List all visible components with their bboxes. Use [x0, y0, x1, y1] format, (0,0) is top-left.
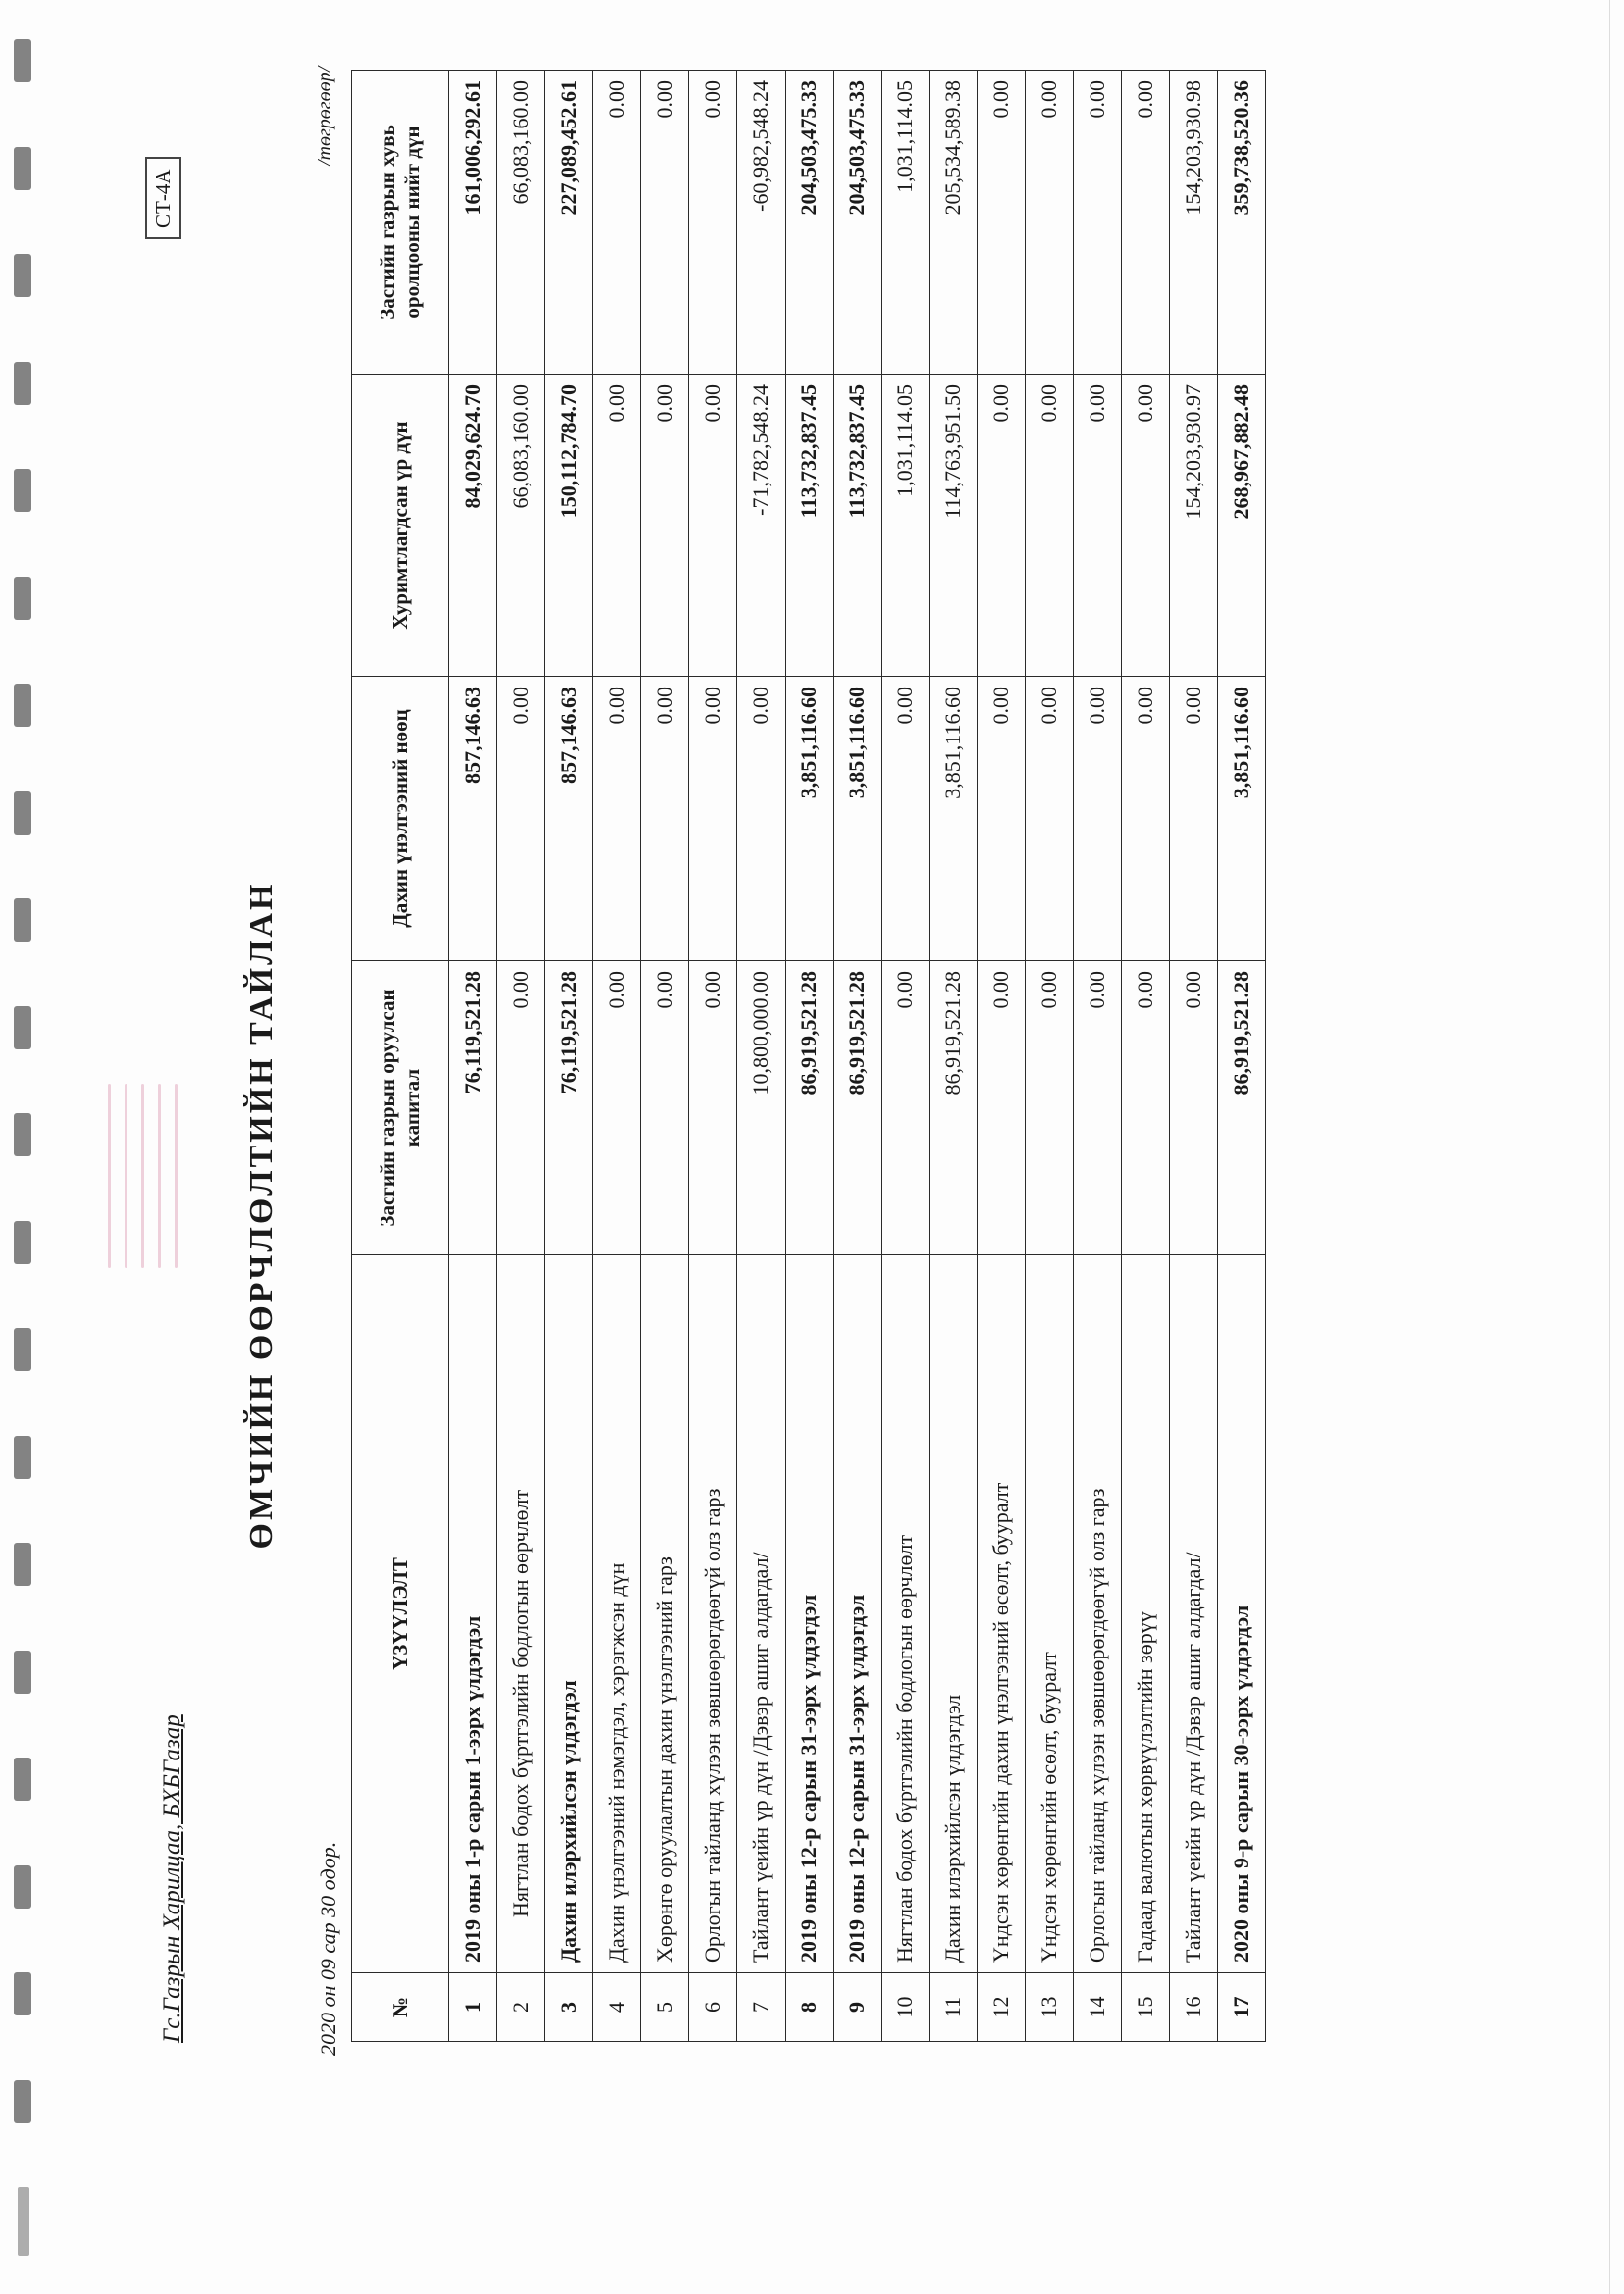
form-code: СТ-4А: [145, 158, 181, 240]
accumulated-result-value: 1,031,114.05: [882, 375, 930, 677]
row-label: Тайлант үеийн үр дүн /Дэвэр ашиг алдагдал/: [737, 1255, 786, 1973]
revaluation-reserve-value: 3,851,116.60: [834, 677, 882, 961]
row-number: 14: [1074, 1973, 1122, 2042]
accumulated-result-value: 268,967,882.48: [1218, 375, 1266, 677]
gov-capital-value: 0.00: [1074, 961, 1122, 1255]
total-value: 205,534,589.38: [930, 71, 978, 375]
row-number: 17: [1218, 1973, 1266, 2042]
row-number: 6: [689, 1973, 737, 2042]
total-value: 0.00: [1074, 71, 1122, 375]
header-revaluation-reserve: Дахин үнэлгээний нөөц: [352, 677, 449, 961]
table-row: [593, 71, 641, 2042]
row-label: Орлогын тайланд хүлээн зөвшөөрөгдөөгүй олз гарз: [689, 1255, 737, 1973]
accumulated-result-value: 0.00: [1026, 375, 1074, 677]
row-label: Үндсэн хөрөнгийн дахин үнэлгээний өсөлт, бууралт: [978, 1255, 1026, 1973]
total-value: 154,203,930.98: [1170, 71, 1218, 375]
row-label: 2019 оны 12-р сарын 31-ээрх үлдэгдэл: [786, 1255, 834, 1973]
revaluation-reserve-value: 3,851,116.60: [786, 677, 834, 961]
table-row: [641, 71, 689, 2042]
revaluation-reserve-value: 0.00: [1122, 677, 1170, 961]
header-no: №: [352, 1973, 449, 2042]
accumulated-result-value: 66,083,160.00: [497, 375, 545, 677]
table-row: [978, 71, 1026, 2042]
gov-capital-value: 0.00: [978, 961, 1026, 1255]
table-row: [1170, 71, 1218, 2042]
equity-changes-table: [351, 70, 1266, 2042]
row-number: 11: [930, 1973, 978, 2042]
total-value: 66,083,160.00: [497, 71, 545, 375]
table-row: [882, 71, 930, 2042]
revaluation-reserve-value: 0.00: [1026, 677, 1074, 961]
revaluation-reserve-value: 0.00: [641, 677, 689, 961]
accumulated-result-value: 0.00: [593, 375, 641, 677]
row-number: 8: [786, 1973, 834, 2042]
accumulated-result-value: 0.00: [1122, 375, 1170, 677]
gov-capital-value: 0.00: [1122, 961, 1170, 1255]
accumulated-result-value: 0.00: [689, 375, 737, 677]
revaluation-reserve-value: 0.00: [497, 677, 545, 961]
row-label: Дахин илэрхийлсэн үлдэгдэл: [545, 1255, 593, 1973]
table-row: [449, 71, 497, 2042]
row-label: Дахин илэрхийлсэн үлдэгдэл: [930, 1255, 978, 1973]
gov-capital-value: 86,919,521.28: [834, 961, 882, 1255]
report-date: 2020 он 09 сар 30 өдөр.: [316, 1841, 340, 2056]
row-label: Дахин үнэлгээний нэмэгдэл, хэрэгжсэн дүн: [593, 1255, 641, 1973]
revaluation-reserve-value: 0.00: [737, 677, 786, 961]
table-row: [689, 71, 737, 2042]
row-label: Нягтлан бодох бүртгэлийн бодлогын өөрчлөлт: [497, 1255, 545, 1973]
revaluation-reserve-value: 0.00: [1074, 677, 1122, 961]
gov-capital-value: 0.00: [1026, 961, 1074, 1255]
revaluation-reserve-value: 0.00: [882, 677, 930, 961]
row-number: 12: [978, 1973, 1026, 2042]
accumulated-result-value: 150,112,784.70: [545, 375, 593, 677]
total-value: 0.00: [978, 71, 1026, 375]
table-body: [449, 71, 1266, 2042]
accumulated-result-value: 113,732,837.45: [834, 375, 882, 677]
table-row: [737, 71, 786, 2042]
faded-stamp: [94, 1078, 261, 1274]
revaluation-reserve-value: 3,851,116.60: [930, 677, 978, 961]
page-title: ӨМЧИЙН ӨӨРЧЛӨЛТИЙН ТАЙЛАН: [243, 881, 279, 1550]
row-number: 13: [1026, 1973, 1074, 2042]
header-indicator: ҮЗҮҮЛЭЛТ: [352, 1255, 449, 1973]
total-value: 0.00: [1026, 71, 1074, 375]
accumulated-result-value: -71,782,548.24: [737, 375, 786, 677]
revaluation-reserve-value: 0.00: [689, 677, 737, 961]
total-value: 227,089,452.61: [545, 71, 593, 375]
accumulated-result-value: 154,203,930.97: [1170, 375, 1218, 677]
total-value: 161,006,292.61: [449, 71, 497, 375]
table-row: [545, 71, 593, 2042]
revaluation-reserve-value: 857,146.63: [449, 677, 497, 961]
row-number: 9: [834, 1973, 882, 2042]
gov-capital-value: 86,919,521.28: [930, 961, 978, 1255]
table-header-row: [352, 71, 449, 2042]
total-value: 0.00: [689, 71, 737, 375]
row-number: 15: [1122, 1973, 1170, 2042]
total-value: 204,503,475.33: [834, 71, 882, 375]
total-value: 1,031,114.05: [882, 71, 930, 375]
gov-capital-value: 0.00: [689, 961, 737, 1255]
header-accumulated-result: Хуримтлагдсан үр дүн: [352, 375, 449, 677]
accumulated-result-value: 0.00: [641, 375, 689, 677]
row-number: 5: [641, 1973, 689, 2042]
row-label: Орлогын тайланд хүлээн зөвшөөрөгдөөгүй олз гарз: [1074, 1255, 1122, 1973]
row-number: 2: [497, 1973, 545, 2042]
row-label: Гадаад валютын хөрвүүлэлтийн зөрүү: [1122, 1255, 1170, 1973]
table-row: [786, 71, 834, 2042]
gov-capital-value: 0.00: [882, 961, 930, 1255]
table-row: [930, 71, 978, 2042]
gov-capital-value: 0.00: [593, 961, 641, 1255]
row-label: 2020 оны 9-р сарын 30-ээрх үлдэгдэл: [1218, 1255, 1266, 1973]
header-total: Засгийн газрын хувь оролцооны нийт дүн: [352, 71, 449, 375]
row-number: 7: [737, 1973, 786, 2042]
row-number: 3: [545, 1973, 593, 2042]
revaluation-reserve-value: 857,146.63: [545, 677, 593, 961]
row-number: 16: [1170, 1973, 1218, 2042]
total-value: 359,738,520.36: [1218, 71, 1266, 375]
gov-capital-value: 76,119,521.28: [545, 961, 593, 1255]
revaluation-reserve-value: 0.00: [593, 677, 641, 961]
currency-unit: /төгрөгөөр/: [314, 66, 335, 166]
row-number: 4: [593, 1973, 641, 2042]
table-row: [834, 71, 882, 2042]
row-label: Хөрөнгө оруулалтын дахин үнэлгээний гарз: [641, 1255, 689, 1973]
row-number: 1: [449, 1973, 497, 2042]
total-value: 0.00: [1122, 71, 1170, 375]
revaluation-reserve-value: 0.00: [1170, 677, 1218, 961]
row-label: Тайлант үеийн үр дүн /Дэвэр ашиг алдагдал/: [1170, 1255, 1218, 1973]
gov-capital-value: 76,119,521.28: [449, 961, 497, 1255]
revaluation-reserve-value: 3,851,116.60: [1218, 677, 1266, 961]
table-row: [1218, 71, 1266, 2042]
accumulated-result-value: 0.00: [978, 375, 1026, 677]
table-row: [497, 71, 545, 2042]
header-gov-capital: Засгийн газрын оруулсан капитал: [352, 961, 449, 1255]
gov-capital-value: 10,800,000.00: [737, 961, 786, 1255]
total-value: 204,503,475.33: [786, 71, 834, 375]
gov-capital-value: 86,919,521.28: [786, 961, 834, 1255]
gov-capital-value: 0.00: [497, 961, 545, 1255]
accumulated-result-value: 114,763,951.50: [930, 375, 978, 677]
table-row: [1122, 71, 1170, 2042]
total-value: -60,982,548.24: [737, 71, 786, 375]
row-label: 2019 оны 1-р сарын 1-ээрх үлдэгдэл: [449, 1255, 497, 1973]
row-label: Нягтлан бодох бүртгэлийн бодлогын өөрчлөлт: [882, 1255, 930, 1973]
organization-name: Гс.Газрын Харилцаа, БХБГазар: [159, 1714, 185, 2043]
gov-capital-value: 0.00: [641, 961, 689, 1255]
row-label: Үндсэн хөрөнгийн өсөлт, бууралт: [1026, 1255, 1074, 1973]
gov-capital-value: 0.00: [1170, 961, 1218, 1255]
accumulated-result-value: 0.00: [1074, 375, 1122, 677]
revaluation-reserve-value: 0.00: [978, 677, 1026, 961]
total-value: 0.00: [593, 71, 641, 375]
accumulated-result-value: 84,029,624.70: [449, 375, 497, 677]
table-row: [1026, 71, 1074, 2042]
accumulated-result-value: 113,732,837.45: [786, 375, 834, 677]
gov-capital-value: 86,919,521.28: [1218, 961, 1266, 1255]
table-row: [1074, 71, 1122, 2042]
total-value: 0.00: [641, 71, 689, 375]
row-label: 2019 оны 12-р сарын 31-ээрх үлдэгдэл: [834, 1255, 882, 1973]
row-number: 10: [882, 1973, 930, 2042]
